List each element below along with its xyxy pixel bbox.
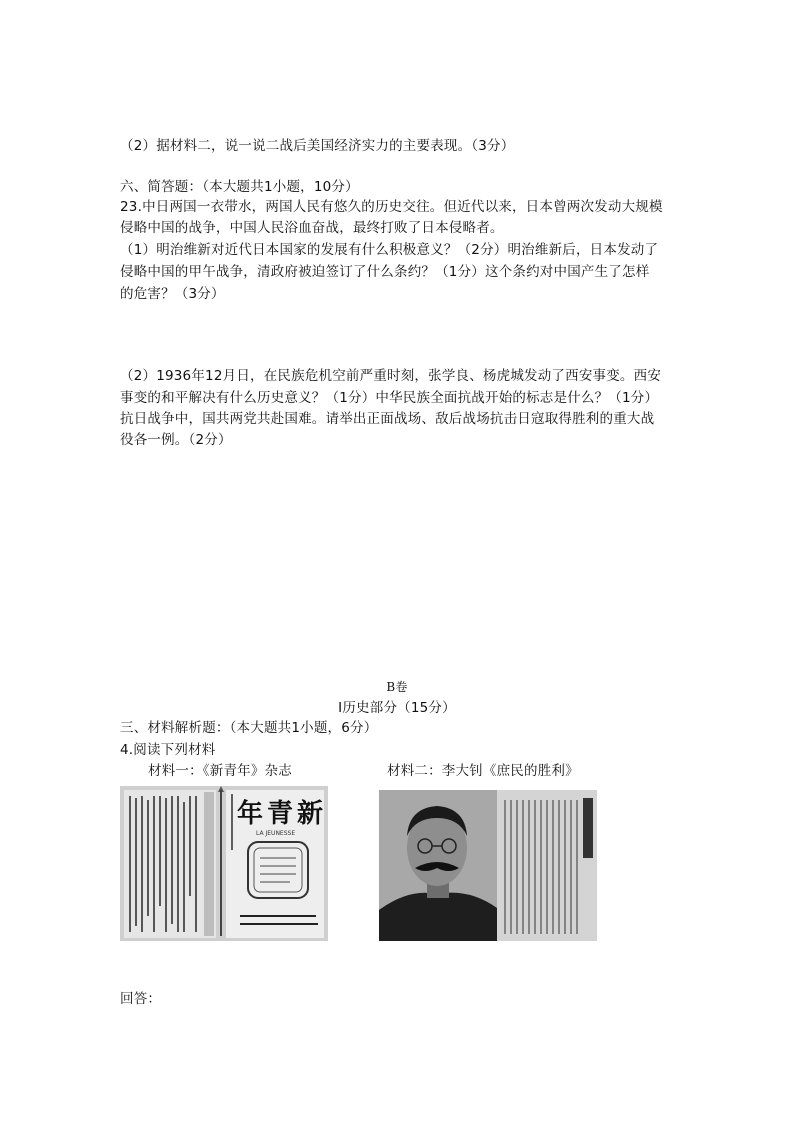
li-dazhao-portrait-image	[379, 790, 597, 941]
material-1-caption: 材料一：《新青年》杂志	[148, 763, 292, 779]
magazine-title-char-1: 新	[297, 799, 324, 829]
question-23-part1-line-3: 的危害？（3分）	[120, 286, 225, 302]
question-4-prompt: 4.阅读下列材料	[120, 742, 216, 758]
question-23-part2-line-3: 抗日战争中，国共两党共赴国难。请举出正面战场、敌后战场抗击日寇取得胜利的重大战	[120, 411, 655, 427]
section-6-title: 六、简答题：（本大题共1小题，10分）	[120, 179, 359, 195]
question-23-part2-line-4: 役各一例。（2分）	[120, 432, 232, 448]
question-23-part1-line-2: 侵略中国的甲午战争，清政府被迫签订了什么条约？（1分）这个条约对中国产生了怎样	[120, 264, 650, 280]
section-title: Ⅰ历史部分（15分）	[338, 700, 456, 716]
new-youth-magazine-image	[120, 786, 328, 941]
magazine-title-char-2: 青	[267, 799, 294, 829]
question-23-part1-line-1: （1）明治维新对近代日本国家的发展有什么积极意义？（2分）明治维新后，日本发动了	[120, 242, 659, 258]
magazine-title-char-3: 年	[237, 799, 264, 829]
question-23-line-2: 侵略中国的战争，中国人民浴血奋战，最终打败了日本侵略者。	[120, 220, 504, 236]
question-23-line-1: 23.中日两国一衣带水，两国人民有悠久的历史交往。但近代以来，日本曾两次发动大规模	[120, 199, 663, 215]
question-2-material-2: （2）据材料二，说一说二战后美国经济实力的主要表现。（3分）	[120, 138, 515, 154]
section-3-title: 三、材料解析题：（本大题共1小题，6分）	[120, 720, 378, 736]
volume-title: B卷	[386, 680, 408, 694]
material-2-caption: 材料二：李大钊《庶民的胜利》	[387, 763, 579, 779]
magazine-subtitle: LA JEUNESSE	[256, 830, 296, 837]
answer-label: 回答：	[120, 991, 162, 1007]
question-23-part2-line-1: （2）1936年12月日，在民族危机空前严重时刻，张学良、杨虎城发动了西安事变。西安	[120, 368, 662, 384]
question-23-part2-line-2: 事变的和平解决有什么历史意义？（1分）中华民族全面抗战开始的标志是什么？（1分）	[120, 390, 659, 406]
